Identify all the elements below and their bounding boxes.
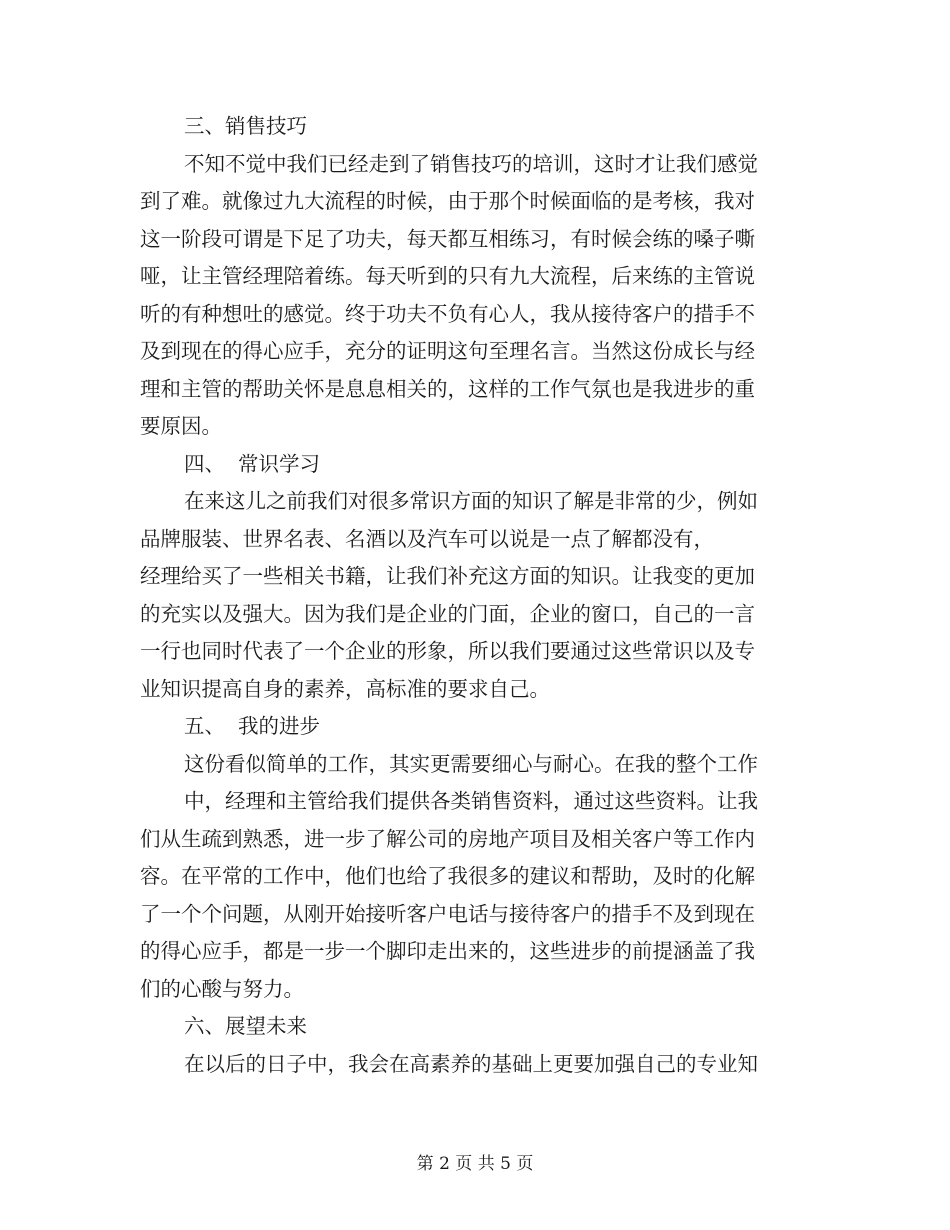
paragraph-line: 及到现在的得心应手，充分的证明这句至理名言。当然这份成长与经 xyxy=(140,339,755,363)
paragraph-line: 在来这儿之前我们对很多常识方面的知识了解是非常的少，例如 xyxy=(184,489,758,513)
paragraph-line: 经理给买了一些相关书籍，让我们补充这方面的知识。让我变的更加 xyxy=(140,564,755,588)
paragraph-line: 们的心酸与努力。 xyxy=(140,976,304,1001)
paragraph-line: 不知不觉中我们已经走到了销售技巧的培训，这时才让我们感觉 xyxy=(184,151,758,176)
section-heading: 六、展望未来 xyxy=(184,1014,307,1038)
paragraph-line: 了一个个问题，从刚开始接听客户电话与接待客户的措手不及到现在 xyxy=(140,901,755,926)
paragraph-line: 的得心应手，都是一步一个脚印走出来的，这些进步的前提涵盖了我 xyxy=(140,939,755,963)
paragraph-line: 们从生疏到熟悉，进一步了解公司的房地产项目及相关客户等工作内 xyxy=(140,826,755,851)
paragraph-line: 哑，让主管经理陪着练。每天听到的只有九大流程，后来练的主管说 xyxy=(140,264,755,288)
paragraph-line: 理和主管的帮助关怀是息息相关的，这样的工作气氛也是我进步的重 xyxy=(140,376,755,401)
paragraph-line: 要原因。 xyxy=(140,414,222,438)
paragraph-line: 品牌服装、世界名表、名酒以及汽车可以说是一点了解都没有， xyxy=(140,526,714,551)
section-heading: 四、 常识学习 xyxy=(184,451,321,476)
paragraph-line: 一行也同时代表了一个企业的形象，所以我们要通过这些常识以及专 xyxy=(140,639,755,663)
paragraph-line: 听的有种想吐的感觉。终于功夫不负有心人，我从接待客户的措手不 xyxy=(140,301,755,326)
paragraph-line: 容。在平常的工作中，他们也给了我很多的建议和帮助，及时的化解 xyxy=(140,864,755,888)
section-heading: 五、 我的进步 xyxy=(184,714,321,738)
paragraph-line: 业知识提高自身的素养，高标准的要求自己。 xyxy=(140,676,550,701)
paragraph-line: 在以后的日子中，我会在高素养的基础上更要加强自己的专业知 xyxy=(184,1051,758,1076)
paragraph-line: 到了难。就像过九大流程的时候，由于那个时候面临的是考核，我对 xyxy=(140,189,755,213)
paragraph-line: 的充实以及强大。因为我们是企业的门面，企业的窗口，自己的一言 xyxy=(140,601,755,626)
paragraph-line: 中，经理和主管给我们提供各类销售资料，通过这些资料。让我 xyxy=(184,789,758,813)
document-body xyxy=(140,108,805,1083)
paragraph-line: 这一阶段可谓是下足了功夫，每天都互相练习，有时候会练的嗓子嘶 xyxy=(140,226,755,251)
section-heading: 三、销售技巧 xyxy=(184,114,307,138)
paragraph-line: 这份看似简单的工作，其实更需要细心与耐心。在我的整个工作 xyxy=(184,751,758,776)
page-number-footer: 第 2 页 共 5 页 xyxy=(416,1154,534,1174)
